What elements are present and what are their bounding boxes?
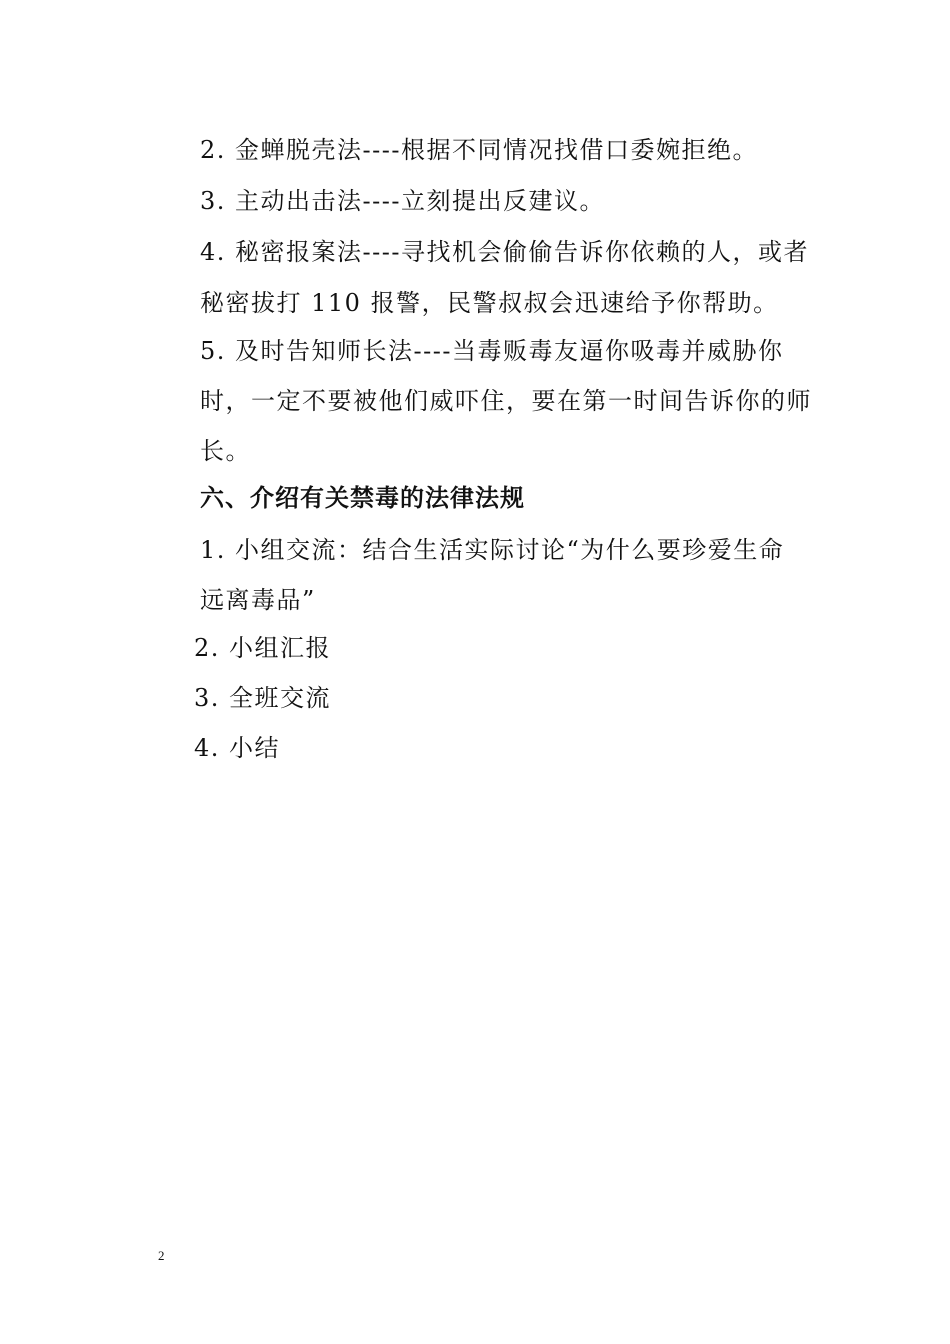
- section-line-4: 3. 全班交流: [194, 684, 332, 712]
- text-line-3: 4. 秘密报案法----寻找机会偷偷告诉你依赖的人，或者: [200, 238, 809, 266]
- text-line-7: 长。: [200, 437, 251, 465]
- text-line-4: 秘密拔打 110 报警，民警叔叔会迅速给予你帮助。: [200, 289, 779, 317]
- section-line-3: 2. 小组汇报: [194, 634, 332, 662]
- text-line-2: 3. 主动出击法----立刻提出反建议。: [200, 187, 605, 215]
- section-line-1: 1. 小组交流：结合生活实际讨论“为什么要珍爱生命: [200, 536, 785, 564]
- text-line-1: 2. 金蝉脱壳法----根据不同情况找借口委婉拒绝。: [200, 136, 758, 164]
- text-line-6: 时，一定不要被他们威吓住，要在第一时间告诉你的师: [200, 387, 812, 415]
- section-heading: 六、介绍有关禁毒的法律法规: [200, 484, 525, 512]
- page-number: 2: [158, 1248, 165, 1263]
- section-line-2: 远离毒品”: [200, 586, 316, 614]
- text-line-5: 5. 及时告知师长法----当毒贩毒友逼你吸毒并威胁你: [200, 337, 784, 365]
- section-line-5: 4. 小结: [194, 734, 281, 762]
